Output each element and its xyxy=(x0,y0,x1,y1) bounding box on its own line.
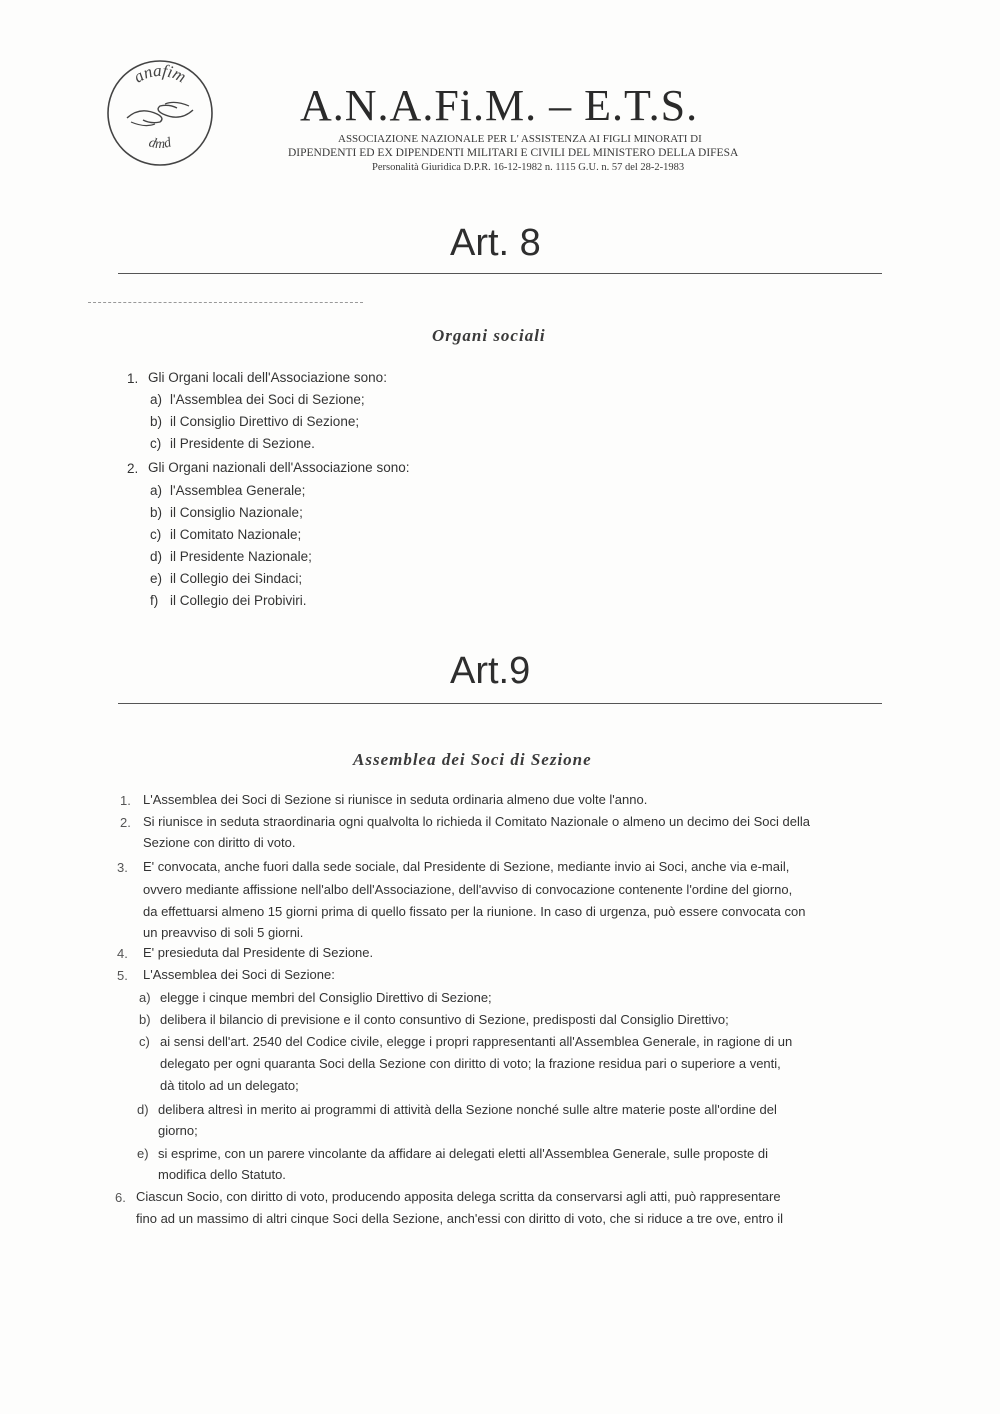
paragraph-number: 2. xyxy=(120,815,131,830)
list-item-number: 1. xyxy=(127,371,139,386)
paragraph-5c-line2: delegato per ogni quaranta Soci della Sezione con diritto di voto; la frazione residua pari o superiore a venti, xyxy=(160,1056,781,1071)
paragraph-5: L'Assemblea dei Soci di Sezione: xyxy=(143,967,335,982)
organization-description-line2: DIPENDENTI ED EX DIPENDENTI MILITARI E CIVILI DEL MINISTERO DELLA DIFESA xyxy=(288,147,739,159)
list-sub-letter: c) xyxy=(150,436,162,451)
sub-letter: d) xyxy=(137,1102,149,1117)
article-9-heading: Art.9 xyxy=(450,650,531,692)
list-sub-letter: c) xyxy=(150,527,162,542)
list-sub-item: il Comitato Nazionale; xyxy=(170,527,302,542)
list-sub-item: l'Assemblea Generale; xyxy=(170,483,306,498)
list-sub-item: il Collegio dei Probiviri. xyxy=(170,593,307,608)
paragraph-4: E' presieduta dal Presidente di Sezione. xyxy=(143,945,374,960)
paragraph-5d-line2: giorno; xyxy=(158,1123,198,1138)
list-item-number: 2. xyxy=(127,461,139,476)
svg-text:dmd: dmd xyxy=(147,135,173,152)
list-sub-letter: b) xyxy=(150,505,163,520)
paragraph-5c-line3: dà titolo ad un delegato; xyxy=(160,1078,299,1093)
article-9-title: Assemblea dei Soci di Sezione xyxy=(353,750,592,769)
paragraph-5d-line1: delibera altresì in merito ai programmi di attività della Sezione nonché sulle altre materie poste all'ordine del xyxy=(158,1102,777,1117)
paragraph-6-line2: fino ad un massimo di altri cinque Soci della Sezione, anch'essi con diritto di voto, che si riduce a tre ove, entro il xyxy=(136,1211,784,1226)
paragraph-2-line2: Sezione con diritto di voto. xyxy=(143,835,296,850)
paragraph-5b: delibera il bilancio di previsione e il conto consuntivo di Sezione, predisposti dal Consiglio Direttivo; xyxy=(160,1012,729,1027)
article-9-rule xyxy=(118,703,882,704)
article-8-rule xyxy=(118,273,882,274)
divider-line xyxy=(88,302,363,303)
list-sub-item: il Presidente Nazionale; xyxy=(170,549,312,564)
list-sub-item: il Consiglio Nazionale; xyxy=(170,505,303,520)
sub-letter: a) xyxy=(139,990,151,1005)
paragraph-3-line1: E' convocata, anche fuori dalla sede sociale, dal Presidente di Sezione, mediante invio ai Soci, anche via e-mail, xyxy=(143,859,790,874)
list-sub-item: il Consiglio Direttivo di Sezione; xyxy=(170,414,360,429)
paragraph-1: L'Assemblea dei Soci di Sezione si riunisce in seduta ordinaria almeno due volte l'anno. xyxy=(143,792,648,807)
paragraph-5c-line1: ai sensi dell'art. 2540 del Codice civile, elegge i propri rappresentanti all'Assemblea Generale, in ragione di un xyxy=(160,1034,793,1049)
list-sub-letter: a) xyxy=(150,392,163,407)
list-sub-letter: d) xyxy=(150,549,163,564)
sub-letter: b) xyxy=(139,1012,151,1027)
article-8-heading: Art. 8 xyxy=(450,222,541,264)
paragraph-number: 5. xyxy=(117,968,128,983)
sub-letter: c) xyxy=(139,1034,150,1049)
paragraph-2-line1: Si riunisce in seduta straordinaria ogni qualvolta lo richieda il Comitato Nazionale o almeno un decimo dei Soci della xyxy=(143,814,810,829)
paragraph-5a: elegge i cinque membri del Consiglio Direttivo di Sezione; xyxy=(160,990,492,1005)
list-sub-letter: b) xyxy=(150,414,163,429)
sub-letter: e) xyxy=(137,1146,149,1161)
paragraph-number: 4. xyxy=(117,946,128,961)
paragraph-6-line1: Ciascun Socio, con diritto di voto, producendo apposita delega scritta da conservarsi agli atti, può rappresentare xyxy=(136,1189,781,1204)
paragraph-3-line2: ovvero mediante affissione nell'albo dell'Associazione, dell'avviso di convocazione contenente l'ordine del giorno, xyxy=(143,882,793,897)
list-sub-letter: a) xyxy=(150,483,163,498)
paragraph-number: 6. xyxy=(115,1190,126,1205)
list-sub-letter: f) xyxy=(150,593,159,608)
list-sub-item: l'Assemblea dei Soci di Sezione; xyxy=(170,392,365,407)
paragraph-number: 1. xyxy=(120,793,131,808)
organization-description-line1: ASSOCIAZIONE NAZIONALE PER L' ASSISTENZA AI FIGLI MINORATI DI xyxy=(338,133,702,145)
list-item: Gli Organi nazionali dell'Associazione sono: xyxy=(148,460,410,475)
anafim-logo xyxy=(105,58,215,168)
paragraph-5e-line1: si esprime, con un parere vincolante da affidare ai delegati eletti all'Assemblea Generale, sulle proposte di xyxy=(158,1146,768,1161)
svg-text:anafim: anafim xyxy=(130,60,190,87)
organization-name: A.N.A.Fi.M. – E.T.S. xyxy=(300,81,699,130)
paragraph-5e-line2: modifica dello Statuto. xyxy=(158,1167,286,1182)
list-sub-letter: e) xyxy=(150,571,163,586)
article-8-title: Organi sociali xyxy=(432,326,546,345)
list-item: Gli Organi locali dell'Associazione sono: xyxy=(148,370,387,385)
legal-registration-line: Personalità Giuridica D.P.R. 16-12-1982 n. 1115 G.U. n. 57 del 28-2-1983 xyxy=(372,162,685,173)
paragraph-3-line4: un preavviso di soli 5 giorni. xyxy=(143,925,304,940)
paragraph-number: 3. xyxy=(117,860,128,875)
list-sub-item: il Presidente di Sezione. xyxy=(170,436,315,451)
paragraph-3-line3: da effettuarsi almeno 15 giorni prima di quello fissato per la riunione. In caso di urgenza, può essere convocata con xyxy=(143,904,806,919)
list-sub-item: il Collegio dei Sindaci; xyxy=(170,571,303,586)
